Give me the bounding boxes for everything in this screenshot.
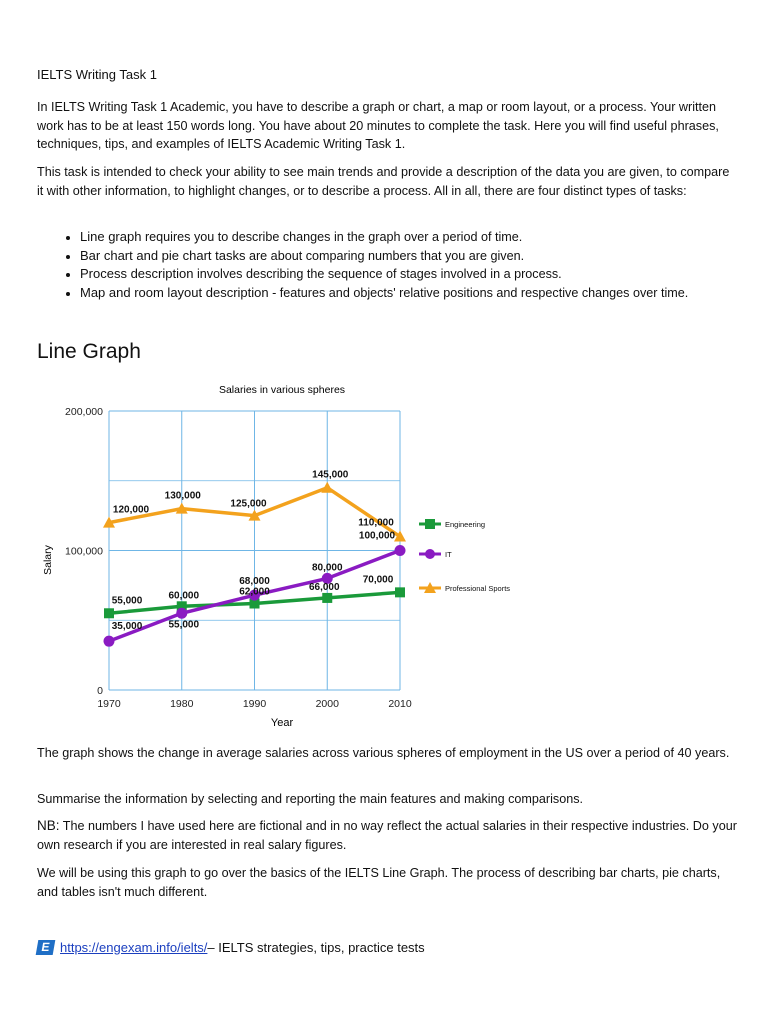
data-label: 110,000 [358,517,394,529]
task-term: Map and room layout description [80,284,269,300]
salary-line-chart [37,378,537,738]
data-label: 120,000 [112,504,150,516]
y-tick-label: 100,000 [65,545,103,558]
data-label: 55,000 [168,619,200,631]
purpose-paragraph: This task is intended to check your ability to see main trends and provide a description of the data you are given, to compare it with other information, to highlight changes, or to describe a process. All in all, there are four distinct types of tasks: [37,165,730,198]
legend-label: IT [445,550,452,559]
list-item [80,247,740,266]
section-heading: Line Graph [37,340,141,363]
note-text: The numbers I have used here are fictional and in no way reflect the actual salaries in their respective industries. Do your own research if you are interested in real salary figures. [37,819,737,852]
data-label: 68,000 [239,576,270,588]
legend-label: Professional Sports [445,584,511,593]
note-label: NB: [37,818,60,833]
data-point-marker [395,545,406,556]
data-label: 100,000 [358,530,396,542]
usage-paragraph: We will be using this graph to go over the basics of the IELTS Line Graph. The process of describing bar charts, pie charts, and tables isn't much different. [37,866,721,899]
graph-description: The graph shows the change in average salaries across various spheres of employment in the US over a period of 40 years. [37,746,730,760]
footer [37,940,425,955]
list-item [80,265,740,284]
task-description: - features and objects' relative positions and respective changes over time. [268,285,689,300]
task-term: Bar chart and pie chart tasks [80,247,246,263]
data-label: 145,000 [312,469,349,481]
footer-text: – IELTS strategies, tips, practice tests [207,940,425,955]
data-point-marker [176,608,187,619]
footer-link[interactable]: https://engexam.info/ielts/ [60,940,208,955]
note-paragraph [37,817,737,854]
data-label: 125,000 [230,498,267,510]
data-label: 80,000 [311,562,343,574]
chart-title: Salaries in various spheres [218,384,346,396]
task-description: requires you to describe changes in the graph over a period of time. [141,230,523,244]
data-label: 70,000 [362,574,394,586]
data-point-marker [321,482,333,493]
x-tick-label: 1990 [242,698,267,710]
legend-marker [425,519,435,529]
legend-label: Engineering [445,520,486,529]
data-label: 66,000 [308,581,340,593]
legend-marker [425,549,435,559]
x-tick-label: 1980 [170,698,194,710]
task-term: Process description [80,266,194,281]
y-tick-label: 0 [97,685,103,697]
document-title: IELTS Writing Task 1 [37,67,157,82]
data-point-marker [104,608,114,618]
data-point-marker [395,587,405,597]
data-point-marker [104,636,115,647]
x-tick-label: 2000 [315,698,339,710]
data-label: 60,000 [168,590,200,602]
list-item [80,284,740,303]
data-label: 55,000 [111,595,143,607]
task-types-list [37,228,740,302]
chart-svg [37,378,537,733]
task-term: Line graph [80,229,142,244]
data-point-marker [322,593,332,603]
intro-paragraph: In IELTS Writing Task 1 Academic, you have to describe a graph or chart, a map or room layout, or a process. Your written work has to be at least 150 words long. You have about 20 minutes to complete the task. Here you will find useful phrases, techniques, tips, and examples of IELTS Academic Writing Task 1. [37,100,719,151]
x-tick-label: 1970 [97,698,121,710]
chart-xlabel: Year [270,717,294,729]
data-label: 35,000 [111,621,143,633]
task-instruction: Summarise the information by selecting and reporting the main features and making comparisons. [37,792,584,806]
y-tick-label: 200,000 [65,406,103,418]
data-label: 130,000 [164,490,201,502]
task-description: are about comparing numbers that you are given. [245,248,525,263]
x-tick-label: 2010 [388,698,412,710]
data-label: 62,000 [239,586,270,598]
chart-ylabel: Salary [42,545,54,575]
task-description: involves describing the sequence of stages involved in a process. [193,267,562,281]
list-item [80,228,740,247]
engexam-logo-icon: E [36,940,56,955]
